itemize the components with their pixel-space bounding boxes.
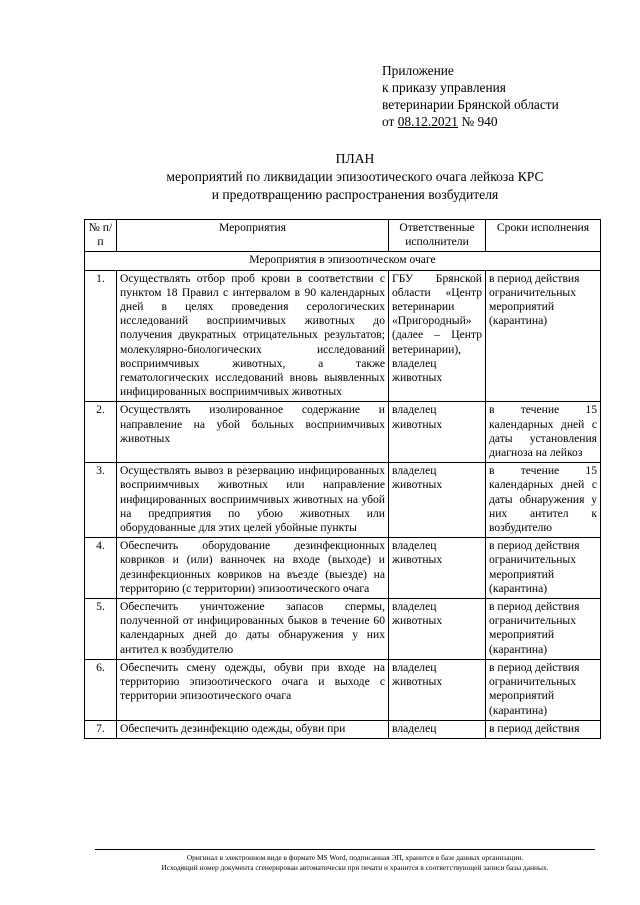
approval-line-3: ветеринарии Брянской области [382, 97, 559, 112]
approval-number: № 940 [461, 114, 498, 129]
row-num: 1. [85, 270, 117, 402]
row-measure: Обеспечить смену одежды, обуви при входе на территорию эпизоотического очага и выходе с территории эпизоотического очага [117, 659, 389, 720]
row-responsible: ГБУ Брянской области «Центр ветеринарии «Пригородный» (далее – Центр ветеринарии), владелец животных [389, 270, 486, 402]
row-measure: Обеспечить оборудование дезинфекционных ковриков и (или) ванночек на входе (выходе) и дезинфекционных ковриков на въезде (выезде) на территорию (с территории) эпизоотического очага [117, 538, 389, 599]
row-num: 2. [85, 402, 117, 463]
row-deadline: в период действия [486, 720, 601, 738]
section-row [85, 252, 601, 270]
plan-table [84, 219, 601, 739]
row-responsible: владелец животных [389, 659, 486, 720]
row-responsible: владелец животных [389, 538, 486, 599]
row-num: 3. [85, 463, 117, 538]
header-deadline: Сроки исполнения [486, 220, 601, 252]
row-num: 6. [85, 659, 117, 720]
row-responsible: владелец [389, 720, 486, 738]
table-row [85, 270, 601, 402]
row-responsible: владелец животных [389, 402, 486, 463]
approval-prefix: от [382, 114, 395, 129]
header-num: № п/п [85, 220, 117, 252]
footer-divider [95, 849, 595, 850]
footer-line-1: Оригинал в электронном виде в формате MS Word, подписанная ЭП, хранится в базе данных организации. [186, 853, 524, 862]
table-row [85, 402, 601, 463]
approval-block [382, 62, 559, 130]
document-title [70, 150, 640, 204]
footer-line-2: Исходящий номер документа сгенерирован автоматически при печати и хранится в соответствующей записи базы данных. [161, 863, 549, 872]
table-header-row [85, 220, 601, 252]
title-line-3: и предотвращению распространения возбудителя [211, 187, 499, 202]
row-num: 7. [85, 720, 117, 738]
table-row [85, 720, 601, 738]
section-title: Мероприятия в эпизоотическом очаге [85, 252, 601, 270]
row-measure: Обеспечить уничтожение запасов спермы, полученной от инфицированных быков в течение 60 календарных дней до даты обнаружения у них антител к возбудителю [117, 599, 389, 660]
row-measure: Осуществлять отбор проб крови в соответствии с пунктом 18 Правил с интервалом в 90 календарных дней в целях проведения серологических исследований восприимчивых животных до получения двукратных отрицательных результатов; молекулярно-биологических исследований восприимчивых животных, а также гематологических исследований вновь выявленных инфицированных восприимчивых животных [117, 270, 389, 402]
table-row [85, 463, 601, 538]
approval-line-1: Приложение [382, 63, 454, 78]
row-num: 4. [85, 538, 117, 599]
title-line-2: мероприятий по ликвидации эпизоотического очага лейкоза КРС [166, 169, 544, 184]
table-row [85, 599, 601, 660]
header-responsible: Ответственные исполнители [389, 220, 486, 252]
header-measure: Мероприятия [117, 220, 389, 252]
row-measure: Осуществлять вывоз в резервацию инфицированных восприимчивых животных или направление инфицированных восприимчивых животных на убой на предприятия по убою животных или оборудованные для этих целей убойные пункты [117, 463, 389, 538]
row-deadline: в течение 15 календарных дней с даты установления диагноза на лейкоз [486, 402, 601, 463]
row-responsible: владелец животных [389, 599, 486, 660]
row-measure: Осуществлять изолированное содержание и направление на убой больных восприимчивых животных [117, 402, 389, 463]
row-num: 5. [85, 599, 117, 660]
row-deadline: в течение 15 календарных дней с даты обнаружения у них антител к возбудителю [486, 463, 601, 538]
approval-line-2: к приказу управления [382, 80, 506, 95]
table-row [85, 659, 601, 720]
approval-date-line [382, 113, 559, 130]
row-deadline: в период действия ограничительных мероприятий (карантина) [486, 599, 601, 660]
row-responsible: владелец животных [389, 463, 486, 538]
row-deadline: в период действия ограничительных мероприятий (карантина) [486, 270, 601, 402]
row-deadline: в период действия ограничительных мероприятий (карантина) [486, 538, 601, 599]
table-row [85, 538, 601, 599]
approval-date: 08.12.2021 [397, 114, 458, 129]
row-deadline: в период действия ограничительных мероприятий (карантина) [486, 659, 601, 720]
row-measure: Обеспечить дезинфекцию одежды, обуви при [117, 720, 389, 738]
footer-note [70, 853, 640, 873]
title-line-1: ПЛАН [335, 151, 375, 166]
